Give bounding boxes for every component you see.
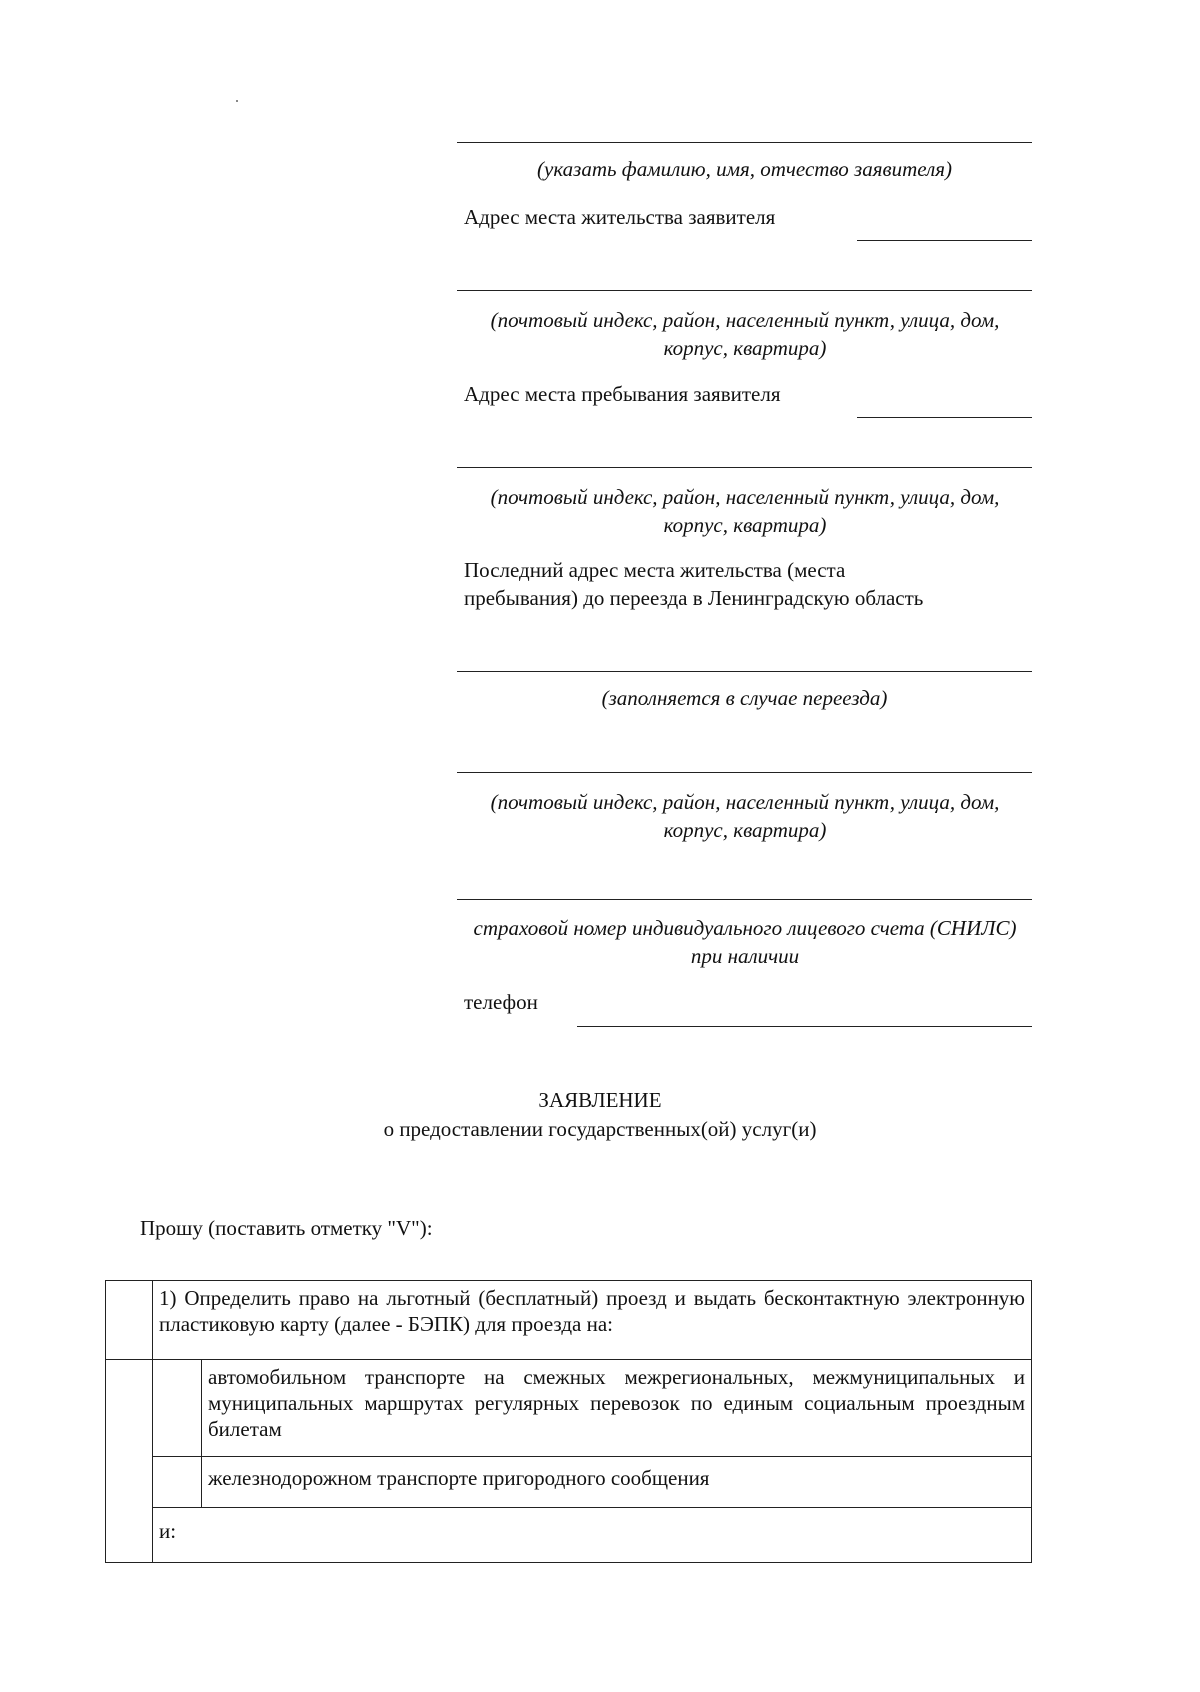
scan-dot <box>236 100 238 102</box>
stay-address-label: Адрес места пребывания заявителя <box>464 382 781 406</box>
fio-field-line[interactable] <box>457 142 1032 143</box>
residence-address-label: Адрес места жительства заявителя <box>464 205 776 229</box>
table-row-sub2 <box>106 1457 1032 1508</box>
phone-field-line[interactable] <box>577 1026 1032 1027</box>
table-row-item1 <box>106 1281 1032 1360</box>
fio-caption: (указать фамилию, имя, отчество заявителя) <box>537 157 952 181</box>
request-intro: Прошу (поставить отметку "V"): <box>140 1216 433 1240</box>
request-table <box>105 1280 1032 1563</box>
move-caption: (заполняется в случае переезда) <box>601 686 888 710</box>
move-field-line[interactable] <box>457 671 1032 672</box>
table-row-sub1 <box>106 1360 1032 1457</box>
last-address-label-line2: пребывания) до переезда в Ленинградскую область <box>464 586 924 610</box>
snils-caption: страховой номер индивидуального лицевого счета (СНИЛС) при наличии <box>473 916 1017 968</box>
item1-checkbox[interactable] <box>106 1281 153 1360</box>
sub1-outer-cell <box>106 1360 153 1563</box>
last-address-caption: (почтовый индекс, район, населенный пункт, улица, дом, корпус, квартира) <box>490 790 1000 842</box>
stay-address-caption: (почтовый индекс, район, населенный пункт, улица, дом, корпус, квартира) <box>490 485 1000 537</box>
residence-address-line-2[interactable] <box>457 290 1032 291</box>
sub1-text: автомобильном транспорте на смежных межрегиональных, межмуниципальных и муниципальных маршрутах регулярных перевозок по единым социальным проездным билетам <box>202 1360 1032 1457</box>
phone-label: телефон <box>464 990 538 1014</box>
document-subtitle: о предоставлении государственных(ой) услуг(и) <box>383 1117 817 1141</box>
sub2-text: железнодорожном транспорте пригородного сообщения <box>202 1457 1032 1508</box>
item1-text: 1) Определить право на льготный (бесплатный) проезд и выдать бесконтактную электронную пластиковую карту (далее - БЭПК) для проезда на: <box>153 1281 1032 1360</box>
document-title: ЗАЯВЛЕНИЕ <box>538 1088 662 1112</box>
sub2-checkbox[interactable] <box>153 1457 202 1508</box>
snils-field-line[interactable] <box>457 899 1032 900</box>
sub1-checkbox[interactable] <box>153 1360 202 1457</box>
stay-address-line-2[interactable] <box>457 467 1032 468</box>
residence-address-line-1[interactable] <box>857 240 1032 241</box>
residence-address-caption: (почтовый индекс, район, населенный пункт, улица, дом, корпус, квартира) <box>490 308 1000 360</box>
stay-address-line-1[interactable] <box>857 417 1032 418</box>
and-text: и: <box>153 1508 1032 1563</box>
last-address-label-line1: Последний адрес места жительства (места <box>464 558 846 582</box>
table-row-and <box>106 1508 1032 1563</box>
last-address-line[interactable] <box>457 772 1032 773</box>
